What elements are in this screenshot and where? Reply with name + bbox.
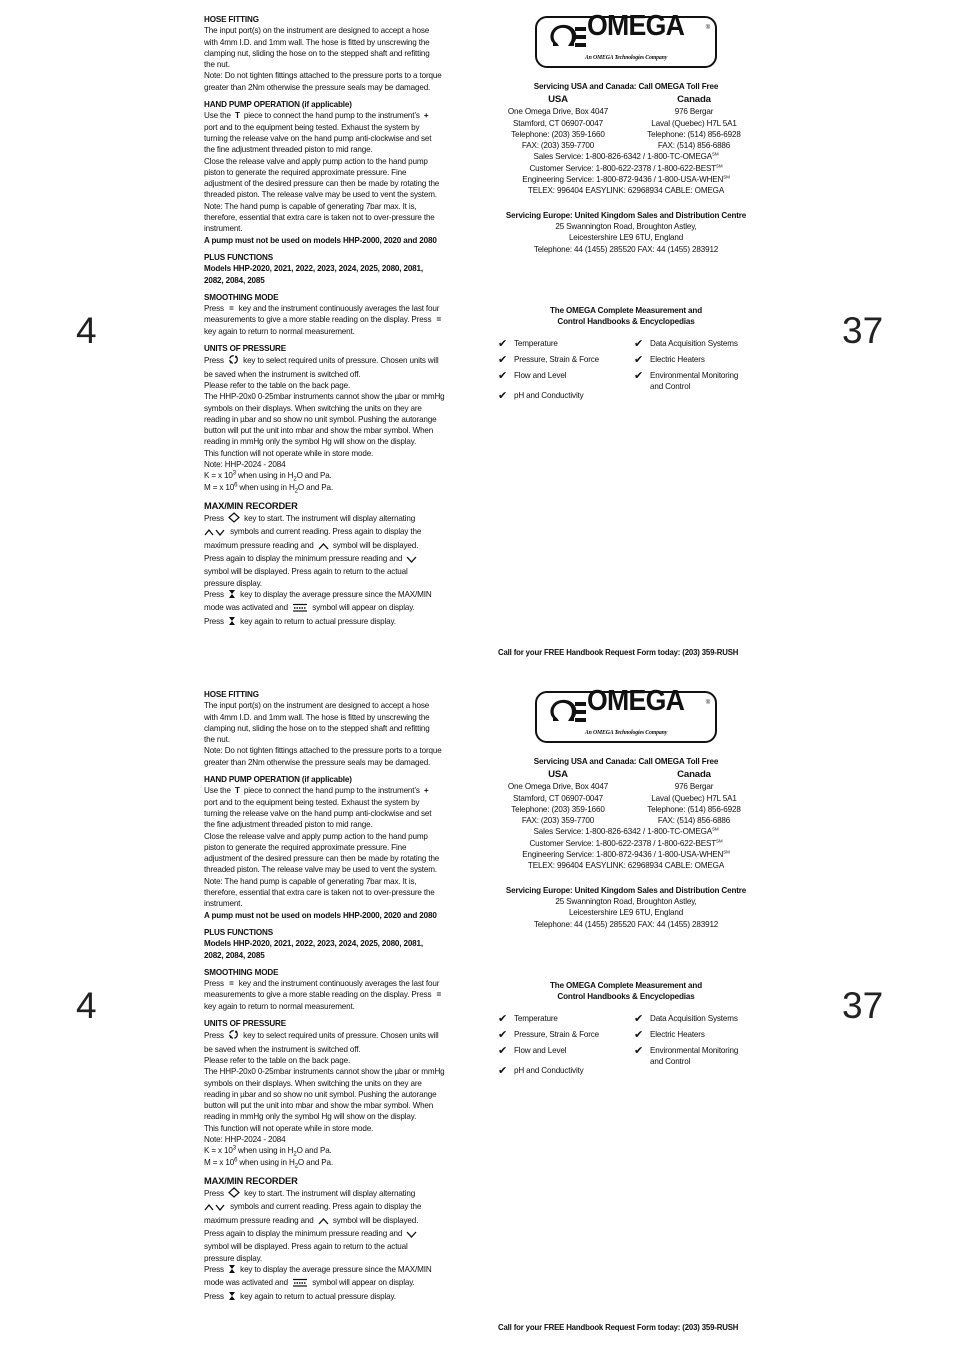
logo-tagline: An OMEGA Technologies Company xyxy=(584,55,668,61)
pump-warning: A pump must not be used on models HHP-2000, 2020 and 2080 xyxy=(204,910,437,920)
checkmark-icon: ✔ xyxy=(634,1013,644,1026)
service-heading: Servicing USA and Canada: Call OMEGA Toll Free xyxy=(533,757,719,766)
average-key-icon xyxy=(228,589,236,602)
smoothing-text: Press = key and the instrument continuously averages the last four measurements to give a more stable reading on the display. Press = key again to return to normal measurement. xyxy=(204,304,442,336)
page-number-right: 37 xyxy=(842,310,884,351)
page-number-left: 4 xyxy=(76,985,97,1026)
checkmark-icon: ✔ xyxy=(634,370,644,383)
europe-address-2: Leicestershire LE9 6TU, England xyxy=(568,233,684,243)
plus-functions-heading: PLUS FUNCTIONS xyxy=(204,927,273,937)
min-chevron-down-icon xyxy=(406,555,417,566)
tee-symbol: T xyxy=(234,111,240,121)
hand-pump-intro: Use the T piece to connect the hand pump to the instrument’s + xyxy=(204,786,429,796)
mega-note: M = x $10^6$ when using in $H_2O$ and Pa. xyxy=(204,1156,334,1170)
plus-functions-models: Models HHP-2020, 2021, 2022, 2023, 2024, 2025, 2080, 2081, 2082, 2084, 2085 xyxy=(204,264,423,285)
units-intro: Press key to select required units of pressure. Chosen units will xyxy=(204,354,462,368)
handbooks-heading-2: Control Handbooks & Encyclopedias xyxy=(557,317,695,327)
canada-office: Canada 976 Bergar Laval (Quebec) H7L 5A1 Telephone: (514) 856-6928 FAX: (514) 856-6886 xyxy=(647,769,741,826)
average-key-icon xyxy=(228,616,236,629)
list-item: ✔ Pressure, Strain & Force xyxy=(498,1029,600,1042)
maxmin-heading: MAX/MIN RECORDER xyxy=(204,1175,298,1186)
kilo-note: K = x $10^3$ when using in $H_2O$ and Pa. xyxy=(204,1145,332,1158)
list-item: ✔ Electric Heaters xyxy=(634,354,705,367)
units-cycle-key-icon xyxy=(228,1029,239,1043)
max-chevron-up-icon xyxy=(318,542,329,553)
equals-key-symbol: = xyxy=(436,990,442,1000)
list-item: ✔ Data Acquisition Systems xyxy=(634,1013,738,1026)
europe-address-2: Leicestershire LE9 6TU, England xyxy=(568,908,684,918)
handbooks-heading-1: The OMEGA Complete Measurement and xyxy=(549,980,702,990)
canada-office: Canada 976 Bergar Laval (Quebec) H7L 5A1 Telephone: (514) 856-6928 FAX: (514) 856-6886 xyxy=(647,94,741,151)
omega-logo xyxy=(535,685,717,743)
contact-column xyxy=(498,685,754,1078)
page-number-left: 4 xyxy=(76,310,97,351)
hose-fitting-text: The input port(s) on the instrument are designed to accept a hose with 4mm I.D. and 1mm wall. The hose is fitted by unscrewing the clamping nut, sliding the hose on to the stepped shaft and refitting the nut. Note: Do not tighten fittings attached to the pressure ports to a torque greater than 2Nm otherwise the pressure seals may be damaged. xyxy=(204,701,442,767)
list-item: ✔ Flow and Level xyxy=(498,370,567,383)
europe-phone: Telephone: 44 (1455) 285520 FAX: 44 (1455) 283912 xyxy=(533,244,719,254)
plus-functions-models: Models HHP-2020, 2021, 2022, 2023, 2024, 2025, 2080, 2081, 2082, 2084, 2085 xyxy=(204,939,423,960)
list-item: ✔ pH and Conductivity xyxy=(498,1065,584,1078)
average-key-icon xyxy=(228,1291,236,1304)
logo-wordmark: OMEGA xyxy=(587,685,685,717)
office-addresses xyxy=(498,94,754,151)
up-down-chevrons-icon xyxy=(204,1203,226,1214)
registered-mark: ® xyxy=(705,25,710,31)
omega-logo xyxy=(535,10,717,68)
checkmark-icon: ✔ xyxy=(498,1065,508,1078)
manual-page-spread xyxy=(0,675,954,1350)
instructions-column xyxy=(204,689,462,1304)
average-key-icon xyxy=(228,1264,236,1277)
product-list xyxy=(498,1014,754,1077)
telex-line: TELEX: 996404 EASYLINK: 62968934 CABLE: OMEGA xyxy=(527,186,725,196)
list-item: ✔ Electric Heaters xyxy=(634,1029,705,1042)
checkmark-icon: ✔ xyxy=(498,338,508,351)
contact-column xyxy=(498,10,754,403)
list-item: ✔ Temperature xyxy=(498,338,558,351)
diamond-key-icon xyxy=(228,512,240,526)
instructions-column xyxy=(204,14,462,629)
usa-office: USA One Omega Drive, Box 4047 Stamford, CT 06907-0047 Telephone: (203) 359-1660 FAX: (203) 359-7700 xyxy=(507,94,609,151)
equals-key-symbol: = xyxy=(436,315,442,325)
europe-address-1: 25 Swannington Road, Broughton Astley, xyxy=(555,896,697,906)
plus-symbol: + xyxy=(423,786,429,796)
equals-key-symbol: = xyxy=(229,979,234,989)
maxmin-text: Press key to start. The instrument will display alternating symbols and current reading. Press again to display the maximum pressure reading and symbol will be displayed. Press again to display the minimum pressure reading and symbol will be displayed. Press again to return to the actual pressure display. Press key to display the average pressure since the MAX/MIN mode was activated and symbol will appear on display. Press key again to return to actual pressure display. xyxy=(204,1187,462,1304)
checkmark-icon: ✔ xyxy=(498,1013,508,1026)
plus-functions-heading: PLUS FUNCTIONS xyxy=(204,252,273,262)
sales-service: Sales Service: 1-800-826-6342 / 1-800-TC-OMEGA℠ xyxy=(533,826,719,837)
hand-pump-heading: HAND PUMP OPERATION (if applicable) xyxy=(204,100,352,110)
checkmark-icon: ✔ xyxy=(634,1029,644,1042)
page-number-right: 37 xyxy=(842,985,884,1026)
engineering-service: Engineering Service: 1-800-872-9436 / 1-800-USA-WHEN℠ xyxy=(522,174,730,185)
checkmark-icon: ✔ xyxy=(498,1045,508,1058)
max-chevron-up-icon xyxy=(318,1217,329,1228)
list-item: ✔ Pressure, Strain & Force xyxy=(498,354,600,367)
checkmark-icon: ✔ xyxy=(634,338,644,351)
average-mode-icon xyxy=(292,603,308,615)
hand-pump-intro: Use the T piece to connect the hand pump to the instrument’s + xyxy=(204,111,429,121)
units-heading: UNITS OF PRESSURE xyxy=(204,1019,286,1029)
omega-symbol-icon xyxy=(549,699,587,725)
units-intro: Press key to select required units of pressure. Chosen units will xyxy=(204,1029,462,1043)
tee-symbol: T xyxy=(234,786,240,796)
maxmin-text: Press key to start. The instrument will display alternating symbols and current reading. Press again to display the maximum pressure reading and symbol will be displayed. Press again to display the minimum pressure reading and symbol will be displayed. Press again to return to the actual pressure display. Press key to display the average pressure since the MAX/MIN mode was activated and symbol will appear on display. Press key again to return to actual pressure display. xyxy=(204,512,462,629)
diamond-key-icon xyxy=(228,1187,240,1201)
europe-phone: Telephone: 44 (1455) 285520 FAX: 44 (1455) 283912 xyxy=(533,919,719,929)
usa-office: USA One Omega Drive, Box 4047 Stamford, CT 06907-0047 Telephone: (203) 359-1660 FAX: (203) 359-7700 xyxy=(507,769,609,826)
checkmark-icon: ✔ xyxy=(634,354,644,367)
average-mode-icon xyxy=(292,1278,308,1290)
logo-wordmark: OMEGA xyxy=(587,10,685,42)
kilo-note: K = x $10^3$ when using in $H_2O$ and Pa. xyxy=(204,470,332,483)
handbook-footer: Call for your FREE Handbook Request Form today: (203) 359-RUSH xyxy=(498,1323,739,1332)
manual-page-spread xyxy=(0,0,954,675)
handbooks-heading-1: The OMEGA Complete Measurement and xyxy=(549,305,702,315)
handbooks-heading-2: Control Handbooks & Encyclopedias xyxy=(557,992,695,1002)
smoothing-text: Press = key and the instrument continuously averages the last four measurements to give a more stable reading on the display. Press = key again to return to normal measurement. xyxy=(204,979,442,1011)
smoothing-heading: SMOOTHING MODE xyxy=(204,967,279,977)
sales-service: Sales Service: 1-800-826-6342 / 1-800-TC-OMEGA℠ xyxy=(533,151,719,162)
customer-service: Customer Service: 1-800-622-2378 / 1-800-622-BEST℠ xyxy=(529,163,723,173)
europe-address-1: 25 Swannington Road, Broughton Astley, xyxy=(555,221,697,231)
engineering-service: Engineering Service: 1-800-872-9436 / 1-800-USA-WHEN℠ xyxy=(522,849,730,860)
hand-pump-text: port and to the equipment being tested. Exhaust the system by turning the release valve on the hand pump anti-clockwise and set the fine adjustment threaded piston to mid range. Close the release valve and apply pump action to the hand pump piston to generate the required approximate pressure. Fine adjustment of the desired pressure can then be made by rotating the threaded piston. The release valve may be used to vent the system. Note: The hand pump is capable of generating 7bar max. It is, therefore, essential that extra care is taken not to over-pressure the instrument. xyxy=(204,797,440,909)
list-item: ✔ Environmental Monitoring and Control xyxy=(634,1045,739,1066)
list-item: ✔ Temperature xyxy=(498,1013,558,1026)
checkmark-icon: ✔ xyxy=(498,354,508,367)
mega-note: M = x $10^6$ when using in $H_2O$ and Pa. xyxy=(204,481,334,495)
equals-key-symbol: = xyxy=(229,304,234,314)
omega-symbol-icon xyxy=(549,24,587,50)
units-text: be saved when the instrument is switched off. Please refer to the table on the back page. The HHP-20x0 0-25mbar instruments cannot show the µbar or mmHg symbols on their displays. When switching the units on they are reading in µbar and so show no unit symbol. Pushing the autorange button will put the unit into mbar and show the mbar symbol. When reading in mmHg only the symbol Hg will show on the display. This function will not operate while in store mode. Note: HHP-2024 - 2084 xyxy=(204,1044,445,1144)
min-chevron-down-icon xyxy=(406,1230,417,1241)
checkmark-icon: ✔ xyxy=(498,370,508,383)
list-item: ✔ Data Acquisition Systems xyxy=(634,338,738,351)
hose-fitting-heading: HOSE FITTING xyxy=(204,15,259,24)
registered-mark: ® xyxy=(705,700,710,706)
maxmin-heading: MAX/MIN RECORDER xyxy=(204,500,298,511)
checkmark-icon: ✔ xyxy=(498,390,508,403)
units-text: be saved when the instrument is switched off. Please refer to the table on the back page. The HHP-20x0 0-25mbar instruments cannot show the µbar or mmHg symbols on their displays. When switching the units on they are reading in µbar and so show no unit symbol. Pushing the autorange button will put the unit into mbar and show the mbar symbol. When reading in mmHg only the symbol Hg will show on the display. This function will not operate while in store mode. Note: HHP-2024 - 2084 xyxy=(204,369,445,469)
hand-pump-heading: HAND PUMP OPERATION (if applicable) xyxy=(204,775,352,785)
list-item: ✔ pH and Conductivity xyxy=(498,390,584,403)
list-item: ✔ Environmental Monitoring and Control xyxy=(634,370,739,391)
europe-heading: Servicing Europe: United Kingdom Sales and Distribution Centre xyxy=(505,885,747,895)
units-cycle-key-icon xyxy=(228,354,239,368)
office-addresses xyxy=(498,769,754,826)
list-item: ✔ Flow and Level xyxy=(498,1045,567,1058)
hand-pump-text: port and to the equipment being tested. Exhaust the system by turning the release valve on the hand pump anti-clockwise and set the fine adjustment threaded piston to mid range. Close the release valve and apply pump action to the hand pump piston to generate the required approximate pressure. Fine adjustment of the desired pressure can then be made by rotating the threaded piston. The release valve may be used to vent the system. Note: The hand pump is capable of generating 7bar max. It is, therefore, essential that extra care is taken not to over-pressure the instrument. xyxy=(204,122,440,234)
europe-heading: Servicing Europe: United Kingdom Sales and Distribution Centre xyxy=(505,210,747,220)
up-down-chevrons-icon xyxy=(204,528,226,539)
hose-fitting-heading: HOSE FITTING xyxy=(204,690,259,699)
checkmark-icon: ✔ xyxy=(498,1029,508,1042)
product-list xyxy=(498,339,754,402)
smoothing-heading: SMOOTHING MODE xyxy=(204,292,279,302)
checkmark-icon: ✔ xyxy=(634,1045,644,1058)
hose-fitting-text: The input port(s) on the instrument are designed to accept a hose with 4mm I.D. and 1mm wall. The hose is fitted by unscrewing the clamping nut, sliding the hose on to the stepped shaft and refitting the nut. Note: Do not tighten fittings attached to the pressure ports to a torque greater than 2Nm otherwise the pressure seals may be damaged. xyxy=(204,26,442,92)
logo-tagline: An OMEGA Technologies Company xyxy=(584,730,668,736)
units-heading: UNITS OF PRESSURE xyxy=(204,344,286,354)
telex-line: TELEX: 996404 EASYLINK: 62968934 CABLE: OMEGA xyxy=(527,861,725,871)
pump-warning: A pump must not be used on models HHP-2000, 2020 and 2080 xyxy=(204,235,437,245)
service-heading: Servicing USA and Canada: Call OMEGA Toll Free xyxy=(533,82,719,91)
plus-symbol: + xyxy=(423,111,429,121)
handbook-footer: Call for your FREE Handbook Request Form today: (203) 359-RUSH xyxy=(498,648,739,657)
customer-service: Customer Service: 1-800-622-2378 / 1-800-622-BEST℠ xyxy=(529,838,723,848)
